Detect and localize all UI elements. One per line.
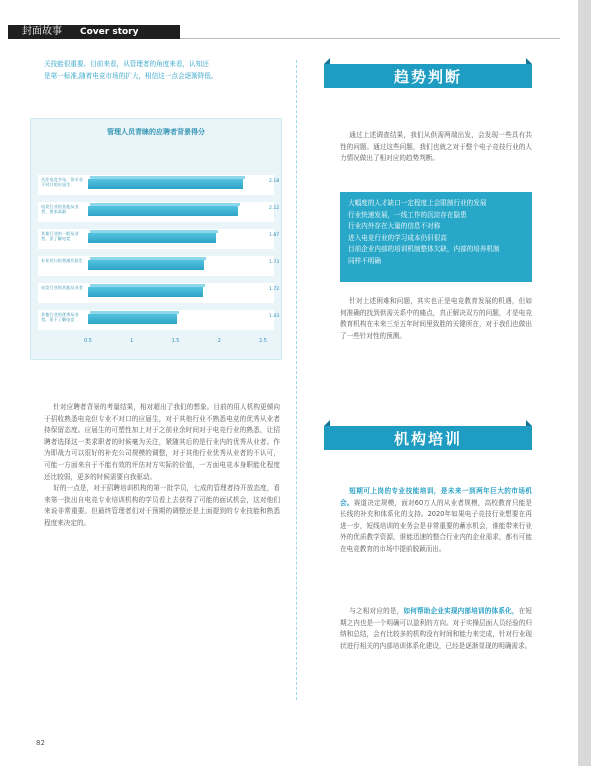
page-number: 82	[36, 739, 45, 747]
training-p2	[340, 606, 532, 652]
training-banner	[324, 420, 532, 450]
trend-intro	[340, 130, 532, 165]
bar-row	[38, 175, 280, 195]
highlight-text: 短期可上岗的专业技能培训，是未来一到两年巨大的市场机会。	[340, 487, 532, 507]
training-banner-title: 机构培训	[393, 430, 462, 448]
bullet-item: 行业快速发展，一线工作的沉淀存在隐患	[348, 210, 467, 219]
trend-outro	[340, 296, 532, 342]
bar-value-label: 1.43	[269, 314, 280, 319]
bar-row	[38, 256, 280, 276]
x-tick-label: 1	[130, 339, 134, 344]
bar-category-label: 关注电竞多年，但专业不对口的应届生	[41, 177, 83, 188]
bar	[88, 314, 177, 324]
bullet-item: 目前企业内部的培训机制整体欠缺，内部的培养机制	[348, 245, 500, 254]
bar-value-label: 1.72	[269, 287, 280, 292]
bar-value-label: 1.87	[269, 233, 280, 238]
bar	[88, 260, 204, 270]
bullet-item: 行业内外存在大量的信息不对称	[348, 222, 441, 231]
x-tick-label: 2.5	[259, 339, 267, 344]
paragraph	[340, 606, 532, 652]
page-header	[0, 0, 591, 40]
page-edge	[578, 0, 591, 766]
bar-value-label: 2.12	[269, 206, 280, 211]
trend-banner	[324, 58, 532, 88]
bar-category-label: 专业对口的普通应届生	[41, 258, 83, 263]
paragraph: 好的一点是，对于招聘培训机构的第一批学员，七成的管理者持开放态度，看来第一批出自电竞专业培训机构的学员看上去获得了可能的面试机会，这对他们来说非常重要。但最终管理者们对于预期的调整还是上面提到的专业技能和熟悉程度来决定的。	[44, 484, 280, 527]
x-axis	[84, 339, 267, 349]
bar-value-label: 1.73	[269, 260, 280, 265]
left-body	[44, 402, 280, 530]
paragraph: 通过上述调查结果，我们从供需两端出发，会发现一些具有共性的问题。通过这些问题，我们也就之对于整个电子竞技行业的人力情况做出了相对应的趋势判断。	[340, 131, 532, 163]
highlight-text: 如何帮助企业实现内部培训的体系化，	[403, 607, 519, 615]
bar-value-label: 2.18	[269, 179, 280, 184]
column-divider	[296, 60, 297, 700]
trend-bullet-box	[340, 192, 532, 282]
bar-row	[38, 202, 280, 222]
bar	[88, 287, 203, 297]
section-title-zh: 封面故事	[22, 26, 62, 37]
header-rule	[180, 38, 560, 39]
bullet-item: 大幅度的人才缺口一定程度上会限制行业的发展	[348, 199, 487, 207]
bar-category-label: 电竞行业的其他从业者，要求高薪	[41, 204, 79, 215]
left-intro	[44, 59, 280, 82]
x-tick-label: 0.5	[84, 339, 92, 344]
bar-row	[38, 229, 280, 249]
paragraph: 针对上述困难和问题，其实也正是电竞教育发展的机遇，但如何准确的找到供需关系中的痛点，真正解决双方的问题，才是电竞教育机构在未来三至五年时间里致胜的关键所在，对于我们也做出了一些针对性的预测。	[340, 297, 532, 340]
bar-category-label: 其他行业的优秀从业者，但不了解电竞	[41, 312, 79, 323]
paragraph: 针对应聘者背景的考量结果，相对超出了我们的想象。目前的用人机构更倾向于招收熟悉电竞但专业不对口的应届生，对于其他行业不熟悉电竞的优秀从业者持保留态度。应届生的可塑性加上对于之前业余时间对于电竞行业的熟悉，让招聘者选择这一类求职者的时候毫为关注，紧随其后的是行业内的优秀从业者。作为即战力可以很好的补充公司规模的调整，对于其他行业优秀从业者的不认可，可能一方面来自于不能有效的评估对方实际的价值，一方面电竞本身职能化程度还比较弱，更多的时候需要自我驱动。	[44, 403, 280, 481]
left-intro-line: 关技能很重要。目前来看，从管理者的角度来看，认知还	[44, 60, 209, 68]
bar-chart	[30, 118, 282, 360]
bar	[88, 233, 216, 243]
section-title-en: Cover story	[80, 27, 139, 37]
body-text: 与之相对应的是，	[349, 607, 404, 615]
bar-row	[38, 310, 280, 330]
training-p1	[340, 486, 532, 556]
x-tick-label: 1.5	[171, 339, 180, 344]
paragraph	[340, 486, 532, 556]
left-intro-line: 是第一标准,随着电竞市场的扩大，相信这一点会逐渐降低。	[44, 71, 218, 80]
bar-row	[38, 283, 280, 303]
bullet-item: 同样不明确	[348, 256, 381, 265]
bar	[88, 179, 243, 189]
bar-category-label: 电竞行业的其他从业者	[41, 285, 83, 290]
bar	[88, 206, 238, 216]
x-tick-label: 2	[217, 339, 221, 344]
chart-title: 管理人员青睐的应聘者背景得分	[107, 128, 205, 136]
body-text: 在短期之内也是一个明确可以盈利的方向。对于实操层面人员经验的归纳和总结，会有比较多的机构没有时间和能力来完成，针对行业现状进行相关的内部培训体系化建设，已经是逐渐显现的明确需求。	[340, 607, 533, 650]
body-text: 赛道决定规模，面对60万人的从业者规模，高校教育只能是长线的补充和体系化的支持。2020年如果电子竞技行业想要在再进一步，短线培训的业务会是非常重要的蓄水机会，谁能带来行业外的优质教学资源，谁能迅速的整合行业内的企业需求，都有可能在电竞教育的市场中提前脱颖而出。	[340, 498, 533, 553]
bullet-item: 进入电竞行业的学习成本仍旧很高	[348, 233, 447, 242]
trend-banner-title: 趋势判断	[393, 68, 462, 86]
bar-category-label: 其他行业的一般从业者，但了解电竞	[41, 231, 79, 242]
